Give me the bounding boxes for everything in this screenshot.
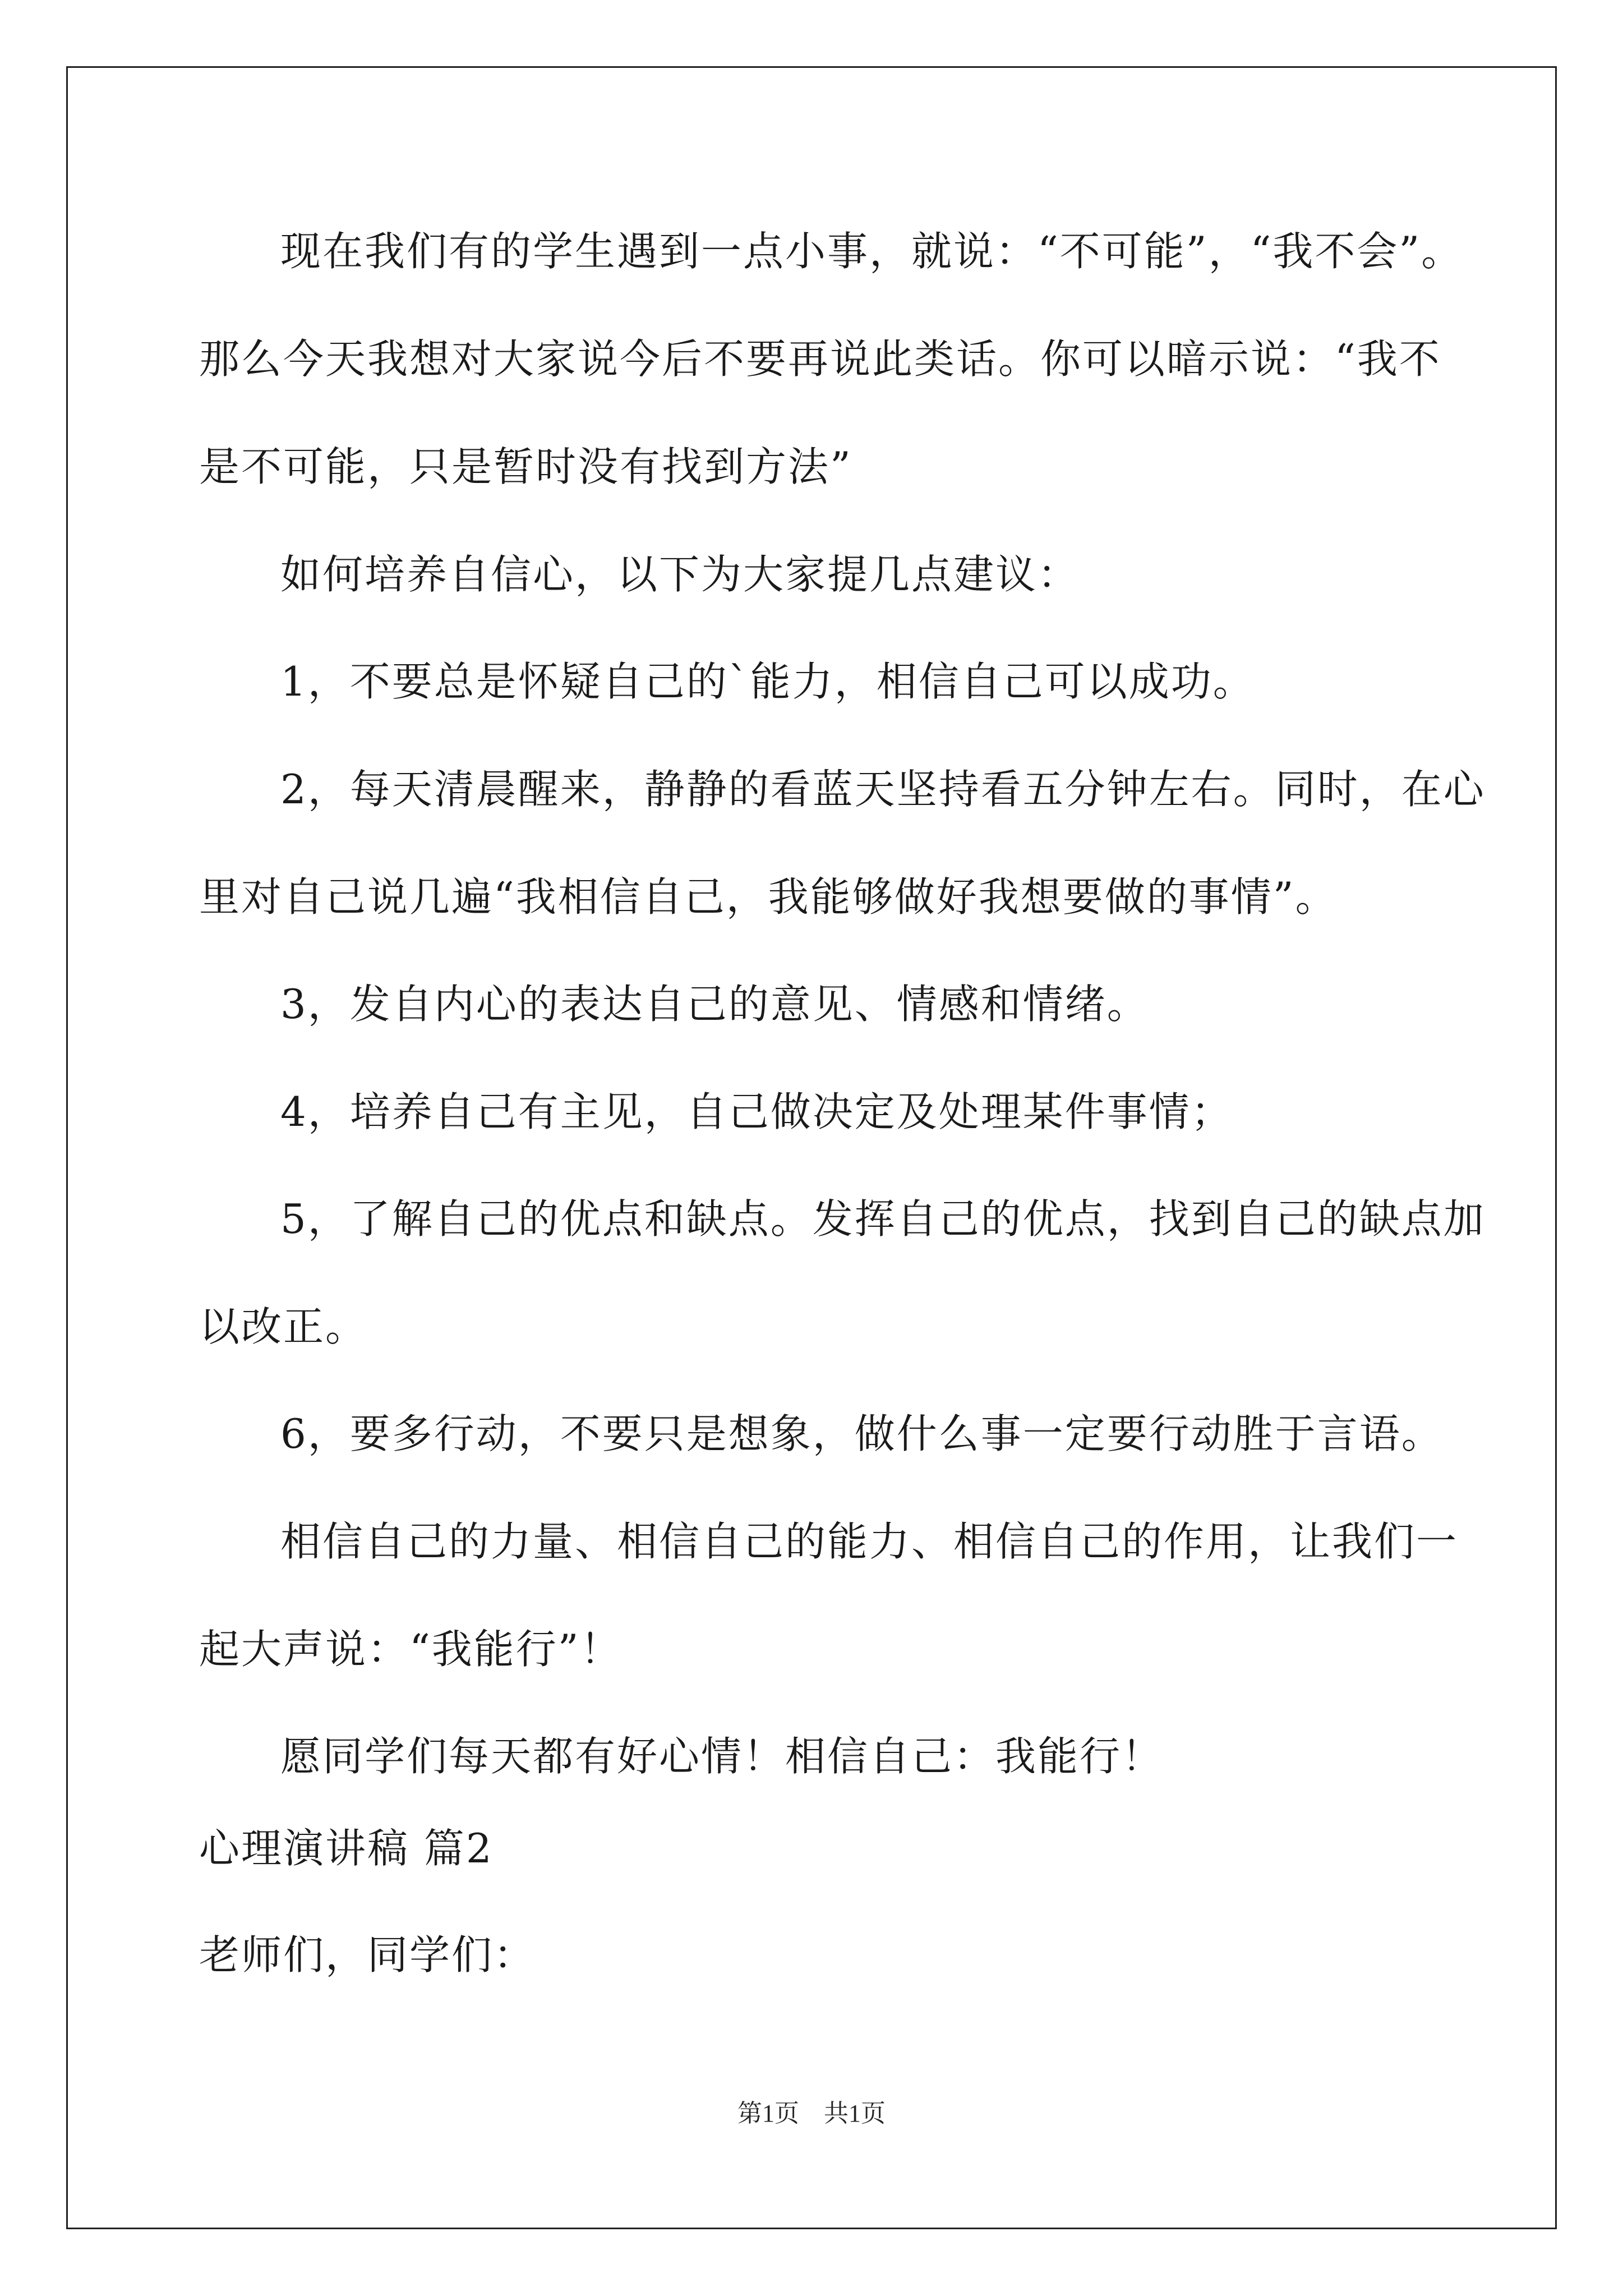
paragraph-line: 愿同学们每天都有好心情！相信自己：我能行！ <box>280 1733 1164 1780</box>
list-item: 5，了解自己的优点和缺点。发挥自己的优点，找到自己的缺点加 <box>280 1195 1486 1243</box>
page-frame <box>66 66 1557 2229</box>
salutation: 老师们，同学们： <box>199 1931 536 1978</box>
paragraph-line: 现在我们有的学生遇到一点小事，就说：“不可能”，“我不会”。 <box>280 228 1464 275</box>
list-item: 3，发自内心的表达自己的意见、情感和情绪。 <box>280 981 1149 1028</box>
list-item-continuation: 以改正。 <box>199 1303 368 1350</box>
page-footer: 第1页 共1页 <box>737 2100 886 2127</box>
paragraph-line: 是不可能，只是暂时没有找到方法” <box>199 443 852 490</box>
list-item: 1，不要总是怀疑自己的`能力，相信自己可以成功。 <box>280 658 1255 705</box>
paragraph-line: 相信自己的力量、相信自己的能力、相信自己的作用，让我们一 <box>280 1518 1459 1565</box>
paragraph-line: 那么今天我想对大家说今后不要再说此类话。你可以暗示说：“我不 <box>199 335 1441 383</box>
paragraph-line: 起大声说：“我能行”！ <box>199 1626 623 1673</box>
list-item: 4，培养自己有主见，自己做决定及处理某件事情； <box>280 1088 1233 1135</box>
paragraph-line: 如何培养自信心，以下为大家提几点建议： <box>280 551 1080 598</box>
list-item: 6，要多行动，不要只是想象，做什么事一定要行动胜于言语。 <box>280 1410 1444 1457</box>
list-item-continuation: 里对自己说几遍“我相信自己，我能够做好我想要做的事情”。 <box>199 873 1338 921</box>
section-heading: 心理演讲稿 篇2 <box>199 1825 494 1872</box>
list-item: 2，每天清晨醒来，静静的看蓝天坚持看五分钟左右。同时，在心 <box>280 766 1486 813</box>
